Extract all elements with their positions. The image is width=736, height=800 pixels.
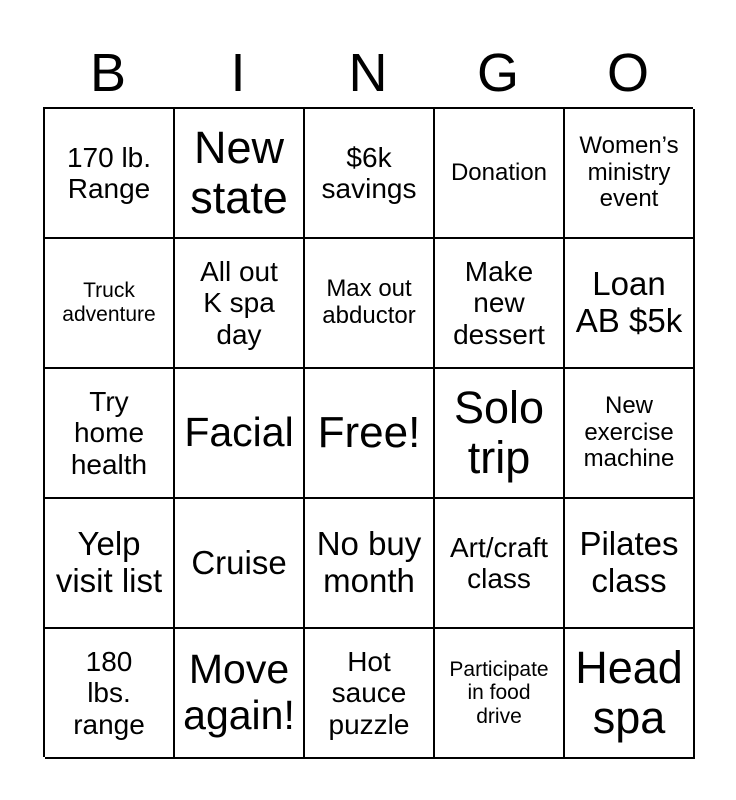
bingo-cell[interactable] — [45, 499, 175, 629]
bingo-cell[interactable] — [45, 629, 175, 759]
cell-text: New exercise machine — [583, 391, 675, 473]
header-letter-n: N — [348, 43, 388, 103]
bingo-cell[interactable] — [45, 239, 175, 369]
cell-text: Art/craft class — [449, 531, 548, 594]
cell-text: Try home health — [70, 385, 148, 480]
bingo-cell[interactable] — [45, 109, 175, 239]
header-letter-g: G — [476, 43, 519, 103]
bingo-cell[interactable] — [45, 369, 175, 499]
cell-text: Max out abductor — [322, 275, 416, 329]
bingo-cell[interactable] — [175, 369, 305, 499]
cell-text: Head spa — [575, 641, 683, 743]
bingo-cell[interactable] — [435, 369, 565, 499]
cell-text: All out K spa day — [200, 255, 278, 350]
cell-text: Move again! — [183, 646, 295, 738]
bingo-cell[interactable] — [175, 629, 305, 759]
header-letter-b: B — [89, 43, 127, 103]
bingo-header — [43, 40, 693, 106]
bingo-cell[interactable] — [565, 239, 695, 369]
bingo-cell[interactable] — [565, 369, 695, 499]
cell-text: 170 lb. Range — [66, 141, 152, 204]
cell-text: Participate in food drive — [449, 657, 549, 728]
bingo-cell[interactable] — [565, 499, 695, 629]
bingo-cell[interactable] — [305, 499, 435, 629]
cell-text: Solo trip — [453, 381, 545, 483]
bingo-cell[interactable] — [305, 629, 435, 759]
cell-text: Women’s ministry event — [579, 131, 679, 213]
free-space-text: Free! — [317, 408, 421, 458]
bingo-cell[interactable] — [175, 239, 305, 369]
bingo-cell[interactable] — [435, 499, 565, 629]
bingo-cell[interactable] — [435, 239, 565, 369]
cell-text: Loan AB $5k — [575, 265, 683, 339]
bingo-cell[interactable] — [435, 629, 565, 759]
cell-text: Donation — [450, 158, 548, 186]
cell-text: 180 lbs. range — [73, 645, 145, 740]
cell-text: Yelp visit list — [55, 525, 163, 599]
cell-text: Truck adventure — [62, 279, 156, 326]
free-space-cell[interactable] — [305, 369, 435, 499]
bingo-cell[interactable] — [175, 109, 305, 239]
bingo-cell[interactable] — [565, 629, 695, 759]
cell-text: Pilates class — [579, 525, 679, 599]
cell-text: New state — [190, 121, 288, 223]
cell-text: Facial — [184, 409, 294, 456]
cell-text: Cruise — [191, 543, 287, 581]
cell-text: Hot sauce puzzle — [328, 645, 410, 740]
cell-text: No buy month — [316, 525, 422, 599]
cell-text: Make new dessert — [453, 255, 545, 350]
header-letter-o: O — [606, 43, 649, 103]
header-letter-i: I — [230, 43, 246, 103]
bingo-cell[interactable] — [175, 499, 305, 629]
cell-text: $6k savings — [321, 141, 417, 204]
bingo-board — [43, 107, 693, 757]
bingo-cell[interactable] — [305, 109, 435, 239]
bingo-cell[interactable] — [305, 239, 435, 369]
bingo-cell[interactable] — [435, 109, 565, 239]
bingo-cell[interactable] — [565, 109, 695, 239]
